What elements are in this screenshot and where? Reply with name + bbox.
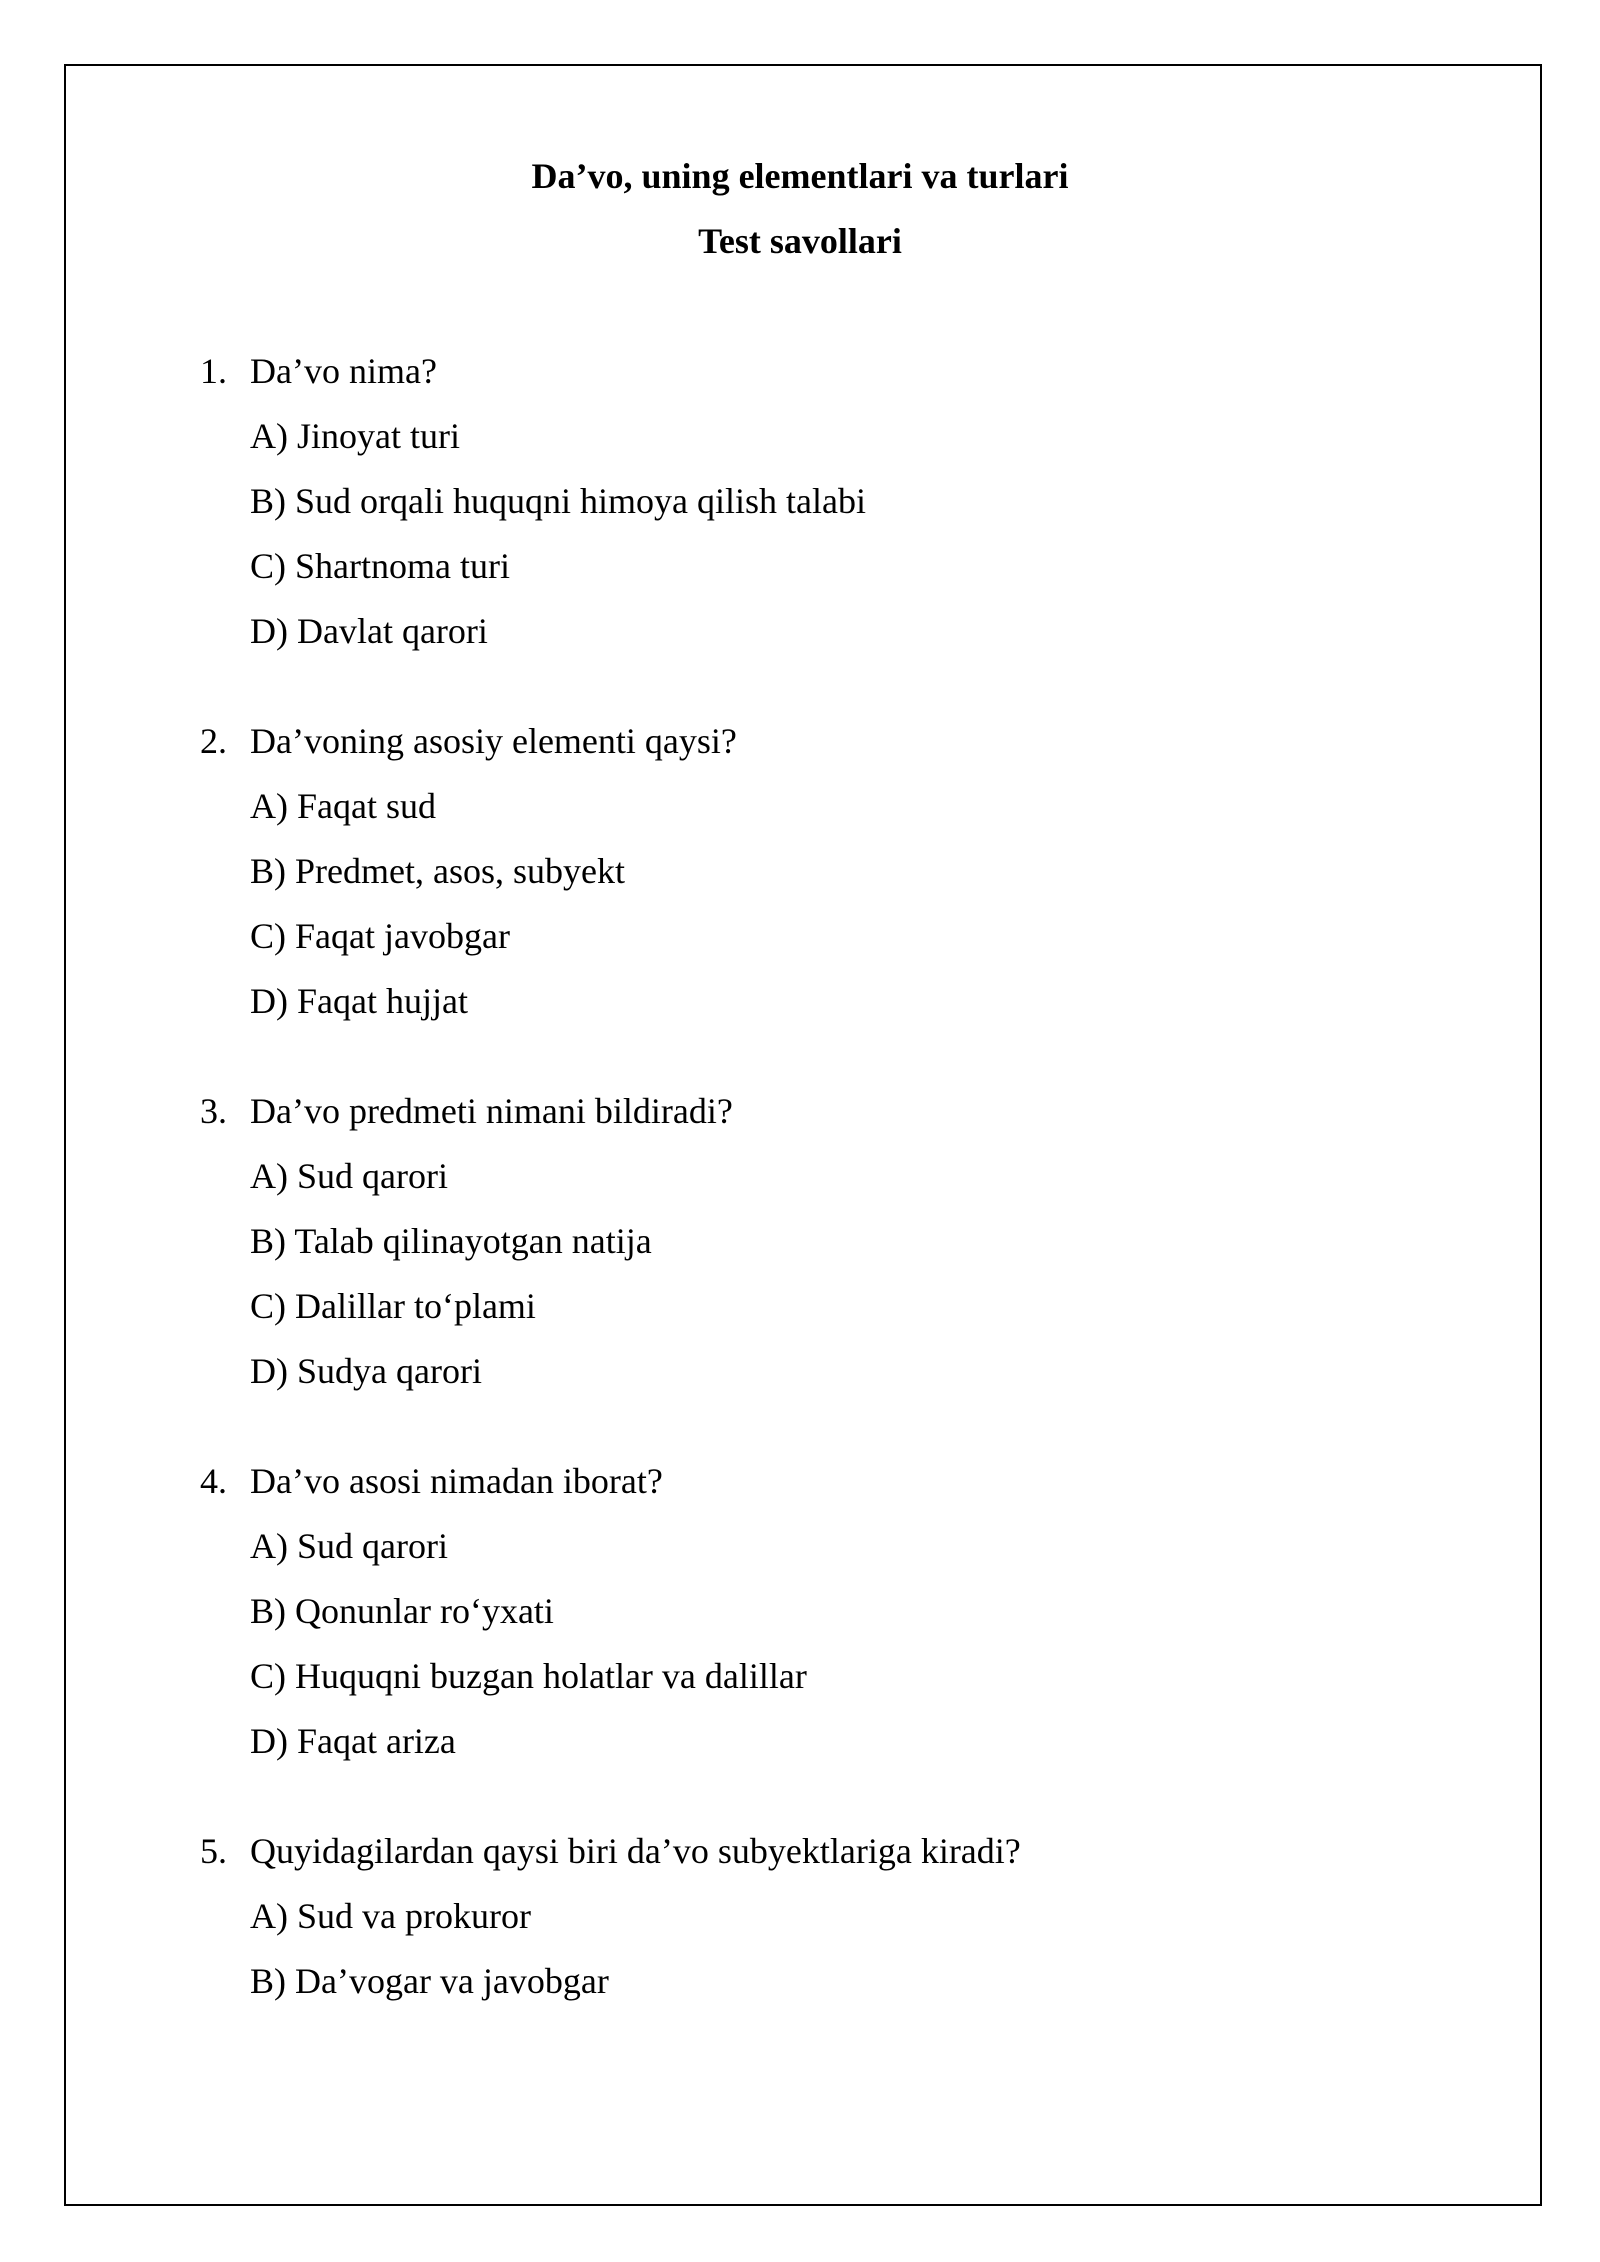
document-title: Da’vo, uning elementlari va turlari (531, 156, 1069, 196)
question-text: Da’voning asosiy elementi qaysi? (250, 721, 737, 761)
document-subtitle: Test savollari (698, 221, 902, 261)
question-stem (200, 719, 1500, 764)
question-1 (200, 349, 1500, 654)
question-text: Quyidagilardan qaysi biri da’vo subyektlariga kiradi? (250, 1831, 1021, 1871)
question-stem (200, 1459, 1500, 1504)
question-5 (200, 1829, 1500, 2004)
option-c: C) Dalillar to‘plami (250, 1286, 536, 1326)
question-text: Da’vo predmeti nimani bildiradi? (250, 1091, 733, 1131)
option-a: A) Sud qarori (250, 1156, 448, 1196)
option-b: B) Da’vogar va javobgar (250, 1961, 609, 2001)
question-list (200, 349, 1500, 2069)
option-b: B) Sud orqali huquqni himoya qilish talabi (250, 481, 866, 521)
option-a: A) Sud va prokuror (250, 1896, 531, 1936)
question-text: Da’vo nima? (250, 351, 437, 391)
question-number: 2. (200, 721, 227, 761)
option-d: D) Faqat ariza (250, 1721, 456, 1761)
option-b: B) Predmet, asos, subyekt (250, 851, 625, 891)
option-d: D) Sudya qarori (250, 1351, 482, 1391)
option-b: B) Talab qilinayotgan natija (250, 1221, 652, 1261)
option-a: A) Faqat sud (250, 786, 436, 826)
option-c: C) Faqat javobgar (250, 916, 510, 956)
question-number: 4. (200, 1461, 227, 1501)
option-a: A) Sud qarori (250, 1526, 448, 1566)
question-4 (200, 1459, 1500, 1764)
question-3 (200, 1089, 1500, 1394)
question-number: 5. (200, 1831, 227, 1871)
option-list (200, 784, 1500, 1024)
option-d: D) Davlat qarori (250, 611, 488, 651)
option-a: A) Jinoyat turi (250, 416, 460, 456)
option-c: C) Huquqni buzgan holatlar va dalillar (250, 1656, 807, 1696)
option-d: D) Faqat hujjat (250, 981, 468, 1021)
question-stem (200, 349, 1500, 394)
question-number: 3. (200, 1091, 227, 1131)
option-b: B) Qonunlar ro‘yxati (250, 1591, 554, 1631)
question-number: 1. (200, 351, 227, 391)
question-2 (200, 719, 1500, 1024)
question-text: Da’vo asosi nimadan iborat? (250, 1461, 663, 1501)
question-stem (200, 1829, 1500, 1874)
option-list (200, 414, 1500, 654)
option-c: C) Shartnoma turi (250, 546, 510, 586)
question-stem (200, 1089, 1500, 1134)
option-list (200, 1894, 1500, 2004)
option-list (200, 1524, 1500, 1764)
option-list (200, 1154, 1500, 1394)
